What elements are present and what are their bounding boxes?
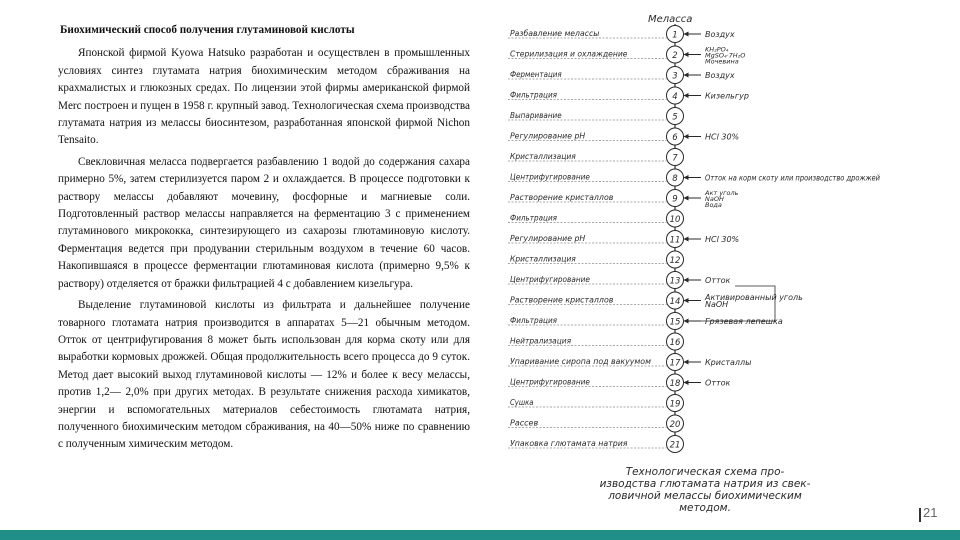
step-input-label: NaOH bbox=[705, 195, 724, 203]
arrow-head bbox=[684, 380, 689, 385]
step-input-label: Грязевая лепешка bbox=[705, 317, 783, 326]
step-number: 15 bbox=[669, 317, 681, 328]
step-name: Фильтрация bbox=[510, 90, 558, 100]
arrow-head bbox=[684, 73, 689, 78]
step-input-label: Мочевина bbox=[705, 57, 739, 66]
step-input-label: Отток bbox=[705, 378, 731, 388]
step-number: 3 bbox=[672, 71, 678, 82]
document-text bbox=[58, 22, 470, 458]
scheme-top-label: Меласса bbox=[648, 14, 693, 25]
step-number: 4 bbox=[672, 91, 678, 102]
step-number: 10 bbox=[669, 214, 681, 225]
page-number: 21 bbox=[923, 505, 938, 520]
scheme-caption-line: ловичной мелассы биохимическим bbox=[608, 490, 802, 502]
page-title: Биохимический способ получения глутаминовой кислоты bbox=[60, 24, 355, 36]
step-input-label: HCl 30% bbox=[705, 132, 740, 142]
paragraph: Выделение глутаминовой кислоты из фильтрата и дальнейшее получение товарного глотамата натрия производится в аппаратах 5—21 обычным методом. Отток от центрифугирования 8 может быть использован для корма скоту или для выработки кормовых дрожжей. Общая продолжительность всего процесса до 9 суток. Метод дает высокий выход глутаминовой кислоты — 12% и более к весу мелассы, против 1,2— 2,0% при других методах. В результате снижения расхода химикатов, энергии и вспомогательных материалов себестоимость глютамата натрия, полученного биохимическим методом сбраживания, на 40—50% ниже по сравнению с полученным химическим методом. bbox=[58, 299, 470, 451]
step-name: Выпаривание bbox=[510, 111, 562, 120]
scheme-caption-line: изводства глютамата натрия из свек- bbox=[599, 478, 811, 490]
arrow-head bbox=[684, 175, 689, 180]
step-name: Кристаллизация bbox=[510, 254, 576, 264]
step-number: 18 bbox=[669, 378, 681, 389]
scheme-caption-line: методом. bbox=[679, 502, 731, 514]
step-number: 2 bbox=[672, 50, 678, 61]
step-number: 13 bbox=[669, 276, 681, 287]
step-input-label: Отток bbox=[705, 276, 731, 285]
arrow-head bbox=[684, 298, 689, 303]
divider bbox=[919, 508, 921, 522]
step-input-label: Воздух bbox=[705, 30, 735, 39]
step-number: 17 bbox=[669, 358, 681, 369]
paragraph: Свекловичная меласса подвергается разбавлению 1 водой до содержания сахара примерно 5%, затем стерилизуется паром 2 и охлаждается. В процессе подготовки к раствору мелассы добавляют мочевину, фосфорные и магниевые соли. Подготовленный раствор мелассы направляется на ферментацию 3 с применением глутаминового микрококка, синтезирующего из сахарозы глютаминовую кислоту. Ферментация ведется при продувании стерильным воздухом в течение 60 часов. Накопившаяся в процессе ферментации глютаминовая кислота (примерно 9,5% к раствору) отделяется от бражки фильтрацией 4 с добавлением кизельгура. bbox=[58, 155, 470, 290]
step-input-label: Акт уголь bbox=[705, 189, 739, 197]
step-name: Кристаллизация bbox=[510, 152, 576, 161]
arrow-head bbox=[684, 237, 689, 242]
step-input-label: NaOH bbox=[705, 300, 729, 309]
arrow-head bbox=[684, 196, 689, 201]
step-name: Ферментация bbox=[510, 70, 562, 79]
bottom-bar bbox=[0, 530, 960, 540]
step-name: Разбавление мелассы bbox=[510, 29, 600, 38]
step-name: Фильтрация bbox=[510, 213, 558, 223]
step-name: Регулирование pH bbox=[510, 234, 586, 243]
step-number: 20 bbox=[669, 419, 681, 430]
step-number: 19 bbox=[669, 399, 681, 410]
step-name: Растворение кристаллов bbox=[510, 193, 614, 202]
paragraph: Японской фирмой Kyowa Hatsuko разработан и осуществлен в промышленных условиях синтез глутамата натрия биохимическим методом сбраживания на крахмалистых и глюкозных средах. По лицензии этой фирмы американской фирмой Merc построен и пущен в 1958 г. крупный завод. Технологическая схема производства глутамата натрия из мелассы биосинтезом, разработанная японской фирмой Nichon Tensaito. bbox=[58, 47, 470, 147]
arrow-head bbox=[684, 360, 689, 365]
step-input-label: Кизельгур bbox=[705, 91, 749, 101]
step-input-label: Кристаллы bbox=[705, 358, 752, 367]
step-name: Упаривание сиропа под вакуумом bbox=[510, 357, 651, 366]
step-input-label: KH₂PO₄ bbox=[705, 45, 729, 54]
step-input-label: Активированный уголь bbox=[705, 293, 803, 302]
step-number: 8 bbox=[672, 173, 678, 184]
arrow-head bbox=[684, 52, 689, 57]
arrow-head bbox=[684, 278, 689, 283]
step-number: 14 bbox=[669, 296, 681, 307]
scheme-caption-line: Технологическая схема про- bbox=[625, 466, 785, 478]
step-name: Регулирование pH bbox=[510, 131, 586, 141]
step-number: 12 bbox=[669, 255, 681, 266]
step-number: 21 bbox=[669, 440, 681, 451]
step-name: Центрифугирование bbox=[510, 377, 590, 387]
step-input-label: Вода bbox=[705, 201, 722, 209]
step-number: 6 bbox=[672, 132, 678, 143]
step-name: Центрифугирование bbox=[510, 172, 590, 182]
arrow-head bbox=[684, 93, 689, 98]
recycle-line bbox=[684, 286, 776, 321]
step-number: 11 bbox=[669, 235, 681, 246]
step-number: 7 bbox=[672, 153, 678, 164]
step-name: Стерилизация и охлаждение bbox=[510, 49, 628, 59]
step-input-label: HCl 30% bbox=[705, 235, 740, 244]
step-name: Рассев bbox=[510, 418, 539, 428]
step-name: Нейтрализация bbox=[510, 336, 572, 346]
step-name: Растворение кристаллов bbox=[510, 295, 614, 305]
step-number: 5 bbox=[672, 112, 678, 123]
step-name: Фильтрация bbox=[510, 316, 558, 325]
step-name: Сушка bbox=[510, 398, 534, 407]
step-name: Упаковка глютамата натрия bbox=[510, 439, 628, 448]
step-number: 1 bbox=[672, 30, 678, 41]
arrow-head bbox=[684, 134, 689, 139]
step-input-label: Воздух bbox=[705, 71, 735, 80]
step-number: 16 bbox=[669, 337, 681, 348]
step-name: Центрифугирование bbox=[510, 275, 590, 284]
process-scheme bbox=[500, 10, 918, 520]
step-input-label: Отток на корм скоту или производство дрожжей bbox=[705, 173, 880, 183]
step-input-label: MgSO₄·7H₂O bbox=[705, 51, 746, 60]
step-number: 9 bbox=[672, 194, 678, 205]
arrow-head bbox=[684, 32, 689, 37]
